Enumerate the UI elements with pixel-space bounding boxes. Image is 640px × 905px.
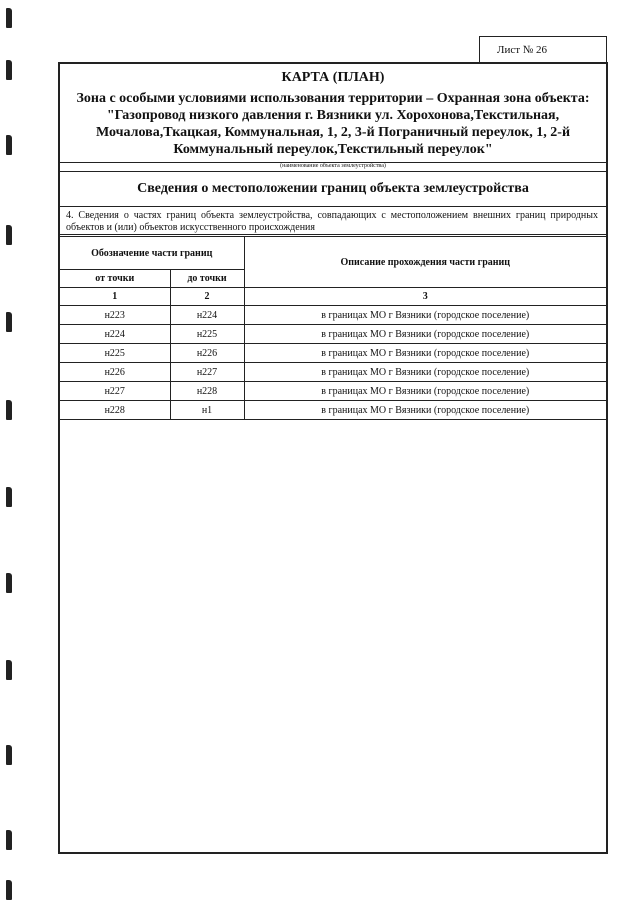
column-number: 3 (244, 288, 606, 306)
boundary-description: в границах МО г Вязники (городское поселение) (244, 344, 606, 363)
to-point: н228 (170, 382, 244, 401)
map-title: КАРТА (ПЛАН) (281, 70, 385, 85)
table-row (60, 382, 606, 401)
table-row (60, 401, 606, 420)
table-row (60, 306, 606, 325)
from-point: н223 (60, 306, 170, 325)
from-point: н225 (60, 344, 170, 363)
header-boundary-designation: Обозначение части границ (60, 237, 244, 270)
header-description: Описание прохождения части границ (244, 237, 606, 288)
document-frame (58, 62, 608, 854)
to-point: н1 (170, 401, 244, 420)
table-row (60, 344, 606, 363)
table-row (60, 325, 606, 344)
subsection-text: 4. Сведения о частях границ объекта землеустройства, совпадающих с местоположением внешних границ природных объектов и (или) объектов искусственного происхождения (60, 207, 606, 235)
to-point: н227 (170, 363, 244, 382)
zone-title-line: "Газопровод низкого давления г. Вязники ул. Хорохонова,Текстильная, (106, 108, 560, 123)
boundary-description: в границах МО г Вязники (городское поселение) (244, 401, 606, 420)
object-caption: (наименование объекта землеустройства) (60, 162, 606, 172)
column-number: 1 (60, 288, 170, 306)
column-number: 2 (170, 288, 244, 306)
boundary-description: в границах МО г Вязники (городское поселение) (244, 306, 606, 325)
zone-title-line: Мочалова,Ткацкая, Коммунальная, 1, 2, 3-й Пограничный переулок, 1, 2-й (95, 125, 571, 140)
boundary-description: в границах МО г Вязники (городское поселение) (244, 382, 606, 401)
header-from-point: от точки (60, 270, 170, 288)
zone-title (66, 90, 600, 158)
to-point: н224 (170, 306, 244, 325)
zone-title-line: Зона с особыми условиями использования территории – Охранная зона объекта: (76, 91, 590, 106)
from-point: н228 (60, 401, 170, 420)
boundary-table (60, 236, 606, 420)
section-heading: Сведения о местоположении границ объекта землеустройства (60, 172, 606, 207)
from-point: н226 (60, 363, 170, 382)
boundary-description: в границах МО г Вязники (городское поселение) (244, 325, 606, 344)
header-to-point: до точки (170, 270, 244, 288)
binder-holes (6, 0, 20, 905)
to-point: н225 (170, 325, 244, 344)
sheet-number: Лист № 26 (479, 36, 607, 63)
title-block (60, 64, 606, 163)
boundary-description: в границах МО г Вязники (городское поселение) (244, 363, 606, 382)
from-point: н224 (60, 325, 170, 344)
from-point: н227 (60, 382, 170, 401)
table-row (60, 363, 606, 382)
zone-title-line: Коммунальный переулок,Текстильный переулок" (173, 142, 493, 157)
to-point: н226 (170, 344, 244, 363)
